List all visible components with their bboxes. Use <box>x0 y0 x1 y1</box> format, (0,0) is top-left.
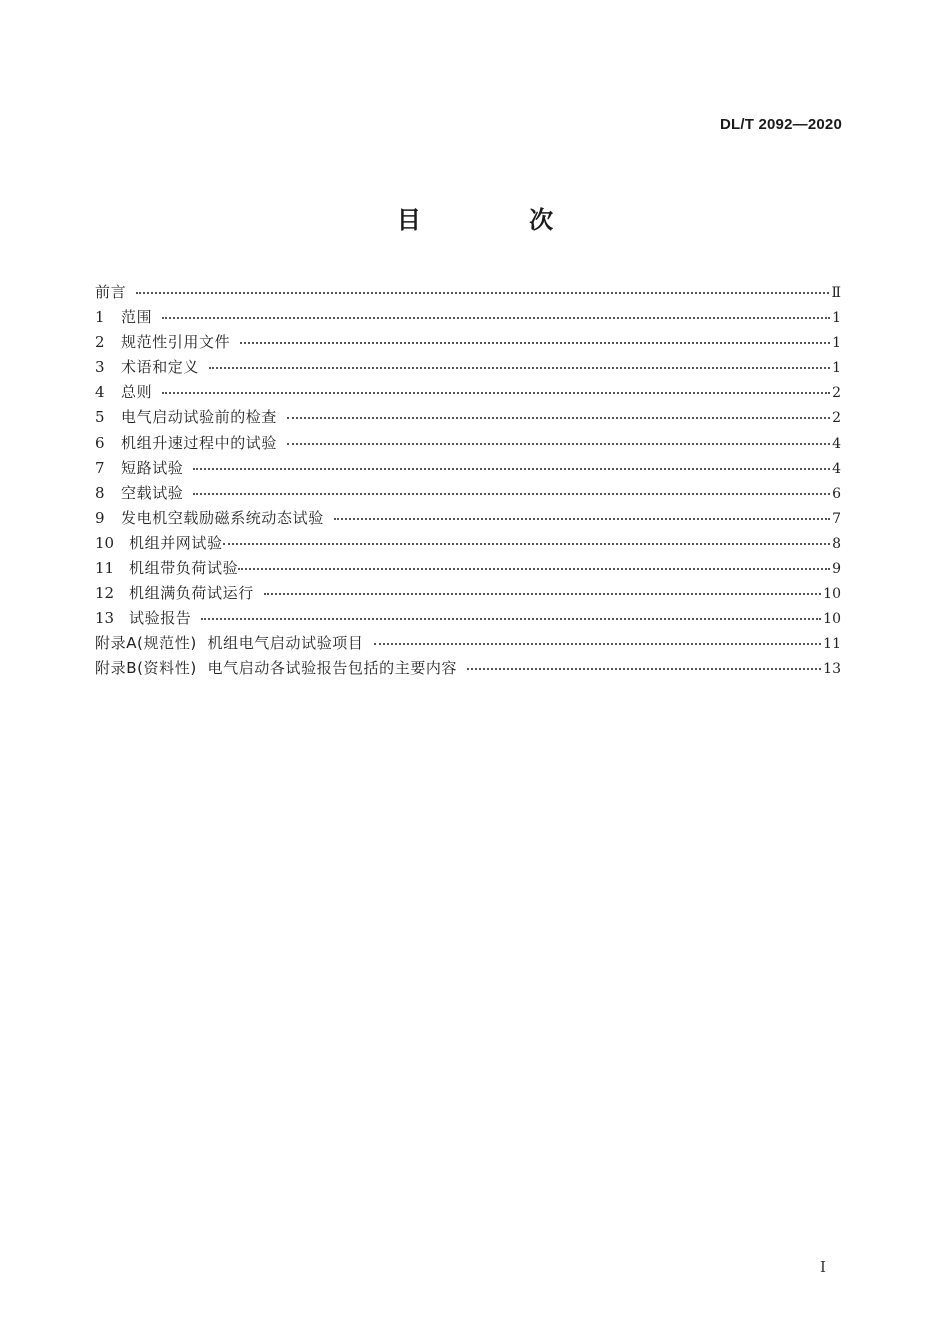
toc-dot-leader <box>136 291 829 294</box>
toc-entry-label: 机组带负荷试验 <box>129 559 239 578</box>
toc-dot-leader <box>467 667 821 670</box>
toc-entry-number: 12 <box>95 584 115 603</box>
toc-entry-12[interactable] <box>95 581 841 606</box>
toc-entry-number: 8 <box>95 483 105 502</box>
toc-entry-label: 机组升速过程中的试验 <box>121 433 278 452</box>
toc-entry-page: 1 <box>832 335 841 352</box>
toc-entry-label: 范围 <box>121 308 153 327</box>
toc-entry-2[interactable] <box>95 330 841 355</box>
toc-dot-leader <box>223 542 830 545</box>
toc-entry-8[interactable] <box>95 481 841 506</box>
toc-entry-page: 4 <box>832 460 841 477</box>
toc-dot-leader <box>287 416 830 419</box>
toc-entry-foreword[interactable] <box>95 280 841 305</box>
toc-entry-page: 1 <box>832 360 841 377</box>
toc-entry-3[interactable] <box>95 355 841 380</box>
toc-dot-leader <box>374 642 822 645</box>
toc-entry-page: 2 <box>832 410 841 427</box>
document-code: DL/T 2092—2020 <box>719 116 842 133</box>
toc-entry-5[interactable] <box>95 405 841 430</box>
toc-entry-number: 9 <box>95 508 105 527</box>
toc-entry-label: 试验报告 <box>129 609 192 628</box>
toc-entry-label: 短路试验 <box>121 458 184 477</box>
toc-entry-13[interactable] <box>95 606 841 631</box>
toc-entry-11[interactable] <box>95 556 841 581</box>
table-of-contents <box>95 280 841 682</box>
toc-entry-page: 9 <box>832 561 841 578</box>
toc-dot-leader <box>162 391 830 394</box>
toc-dot-leader <box>162 316 830 319</box>
toc-entry-number: 1 <box>95 308 105 327</box>
toc-dot-leader <box>193 467 830 470</box>
page-title: 目 次 <box>396 206 604 234</box>
toc-entry-page: 4 <box>832 435 841 452</box>
toc-entry-label: 空载试验 <box>121 483 184 502</box>
toc-entry-label: 附录B(资料性) 电气启动各试验报告包括的主要内容 <box>95 659 458 678</box>
toc-entry-number: 3 <box>95 358 105 377</box>
toc-entry-number: 10 <box>95 533 115 552</box>
toc-entry-page: 8 <box>832 535 841 552</box>
toc-entry-label: 电气启动试验前的检查 <box>121 408 278 427</box>
page-number: I <box>820 1258 826 1276</box>
toc-entry-label: 总则 <box>121 383 153 402</box>
toc-entry-number: 6 <box>95 433 105 452</box>
toc-entry-appendix-a[interactable] <box>95 631 841 656</box>
toc-entry-label: 前言 <box>95 283 127 301</box>
toc-entry-6[interactable] <box>95 431 841 456</box>
toc-entry-page: 13 <box>823 661 841 678</box>
toc-entry-page: 6 <box>832 485 841 502</box>
toc-entry-number: 5 <box>95 408 105 427</box>
toc-entry-label: 规范性引用文件 <box>121 333 231 352</box>
toc-entry-number: 13 <box>95 609 115 628</box>
toc-entry-page: 1 <box>832 310 841 327</box>
toc-dot-leader <box>264 592 821 595</box>
toc-entry-page: Ⅱ <box>831 285 841 301</box>
toc-dot-leader <box>209 366 830 369</box>
toc-entry-page: 10 <box>823 586 841 603</box>
toc-entry-number: 11 <box>95 559 115 578</box>
toc-entry-label: 机组并网试验 <box>129 533 223 552</box>
toc-entry-page: 11 <box>823 636 841 653</box>
toc-entry-number: 4 <box>95 383 105 402</box>
toc-dot-leader <box>240 341 830 344</box>
toc-dot-leader <box>193 492 830 495</box>
toc-entry-number: 2 <box>95 333 105 352</box>
toc-dot-leader <box>334 517 830 520</box>
toc-dot-leader <box>201 617 821 620</box>
toc-entry-page: 2 <box>832 385 841 402</box>
toc-entry-label: 机组满负荷试运行 <box>129 584 254 603</box>
toc-entry-appendix-b[interactable] <box>95 656 841 681</box>
toc-dot-leader <box>238 567 830 570</box>
toc-entry-4[interactable] <box>95 380 841 405</box>
toc-dot-leader <box>287 442 830 445</box>
toc-entry-10[interactable] <box>95 531 841 556</box>
toc-entry-1[interactable] <box>95 305 841 330</box>
toc-entry-9[interactable] <box>95 506 841 531</box>
toc-entry-label: 发电机空载励磁系统动态试验 <box>121 508 324 527</box>
toc-entry-7[interactable] <box>95 456 841 481</box>
toc-entry-label: 术语和定义 <box>121 358 200 377</box>
toc-entry-number: 7 <box>95 458 105 477</box>
toc-entry-page: 7 <box>832 510 841 527</box>
toc-entry-label: 附录A(规范性) 机组电气启动试验项目 <box>95 634 364 653</box>
toc-entry-page: 10 <box>823 611 841 628</box>
